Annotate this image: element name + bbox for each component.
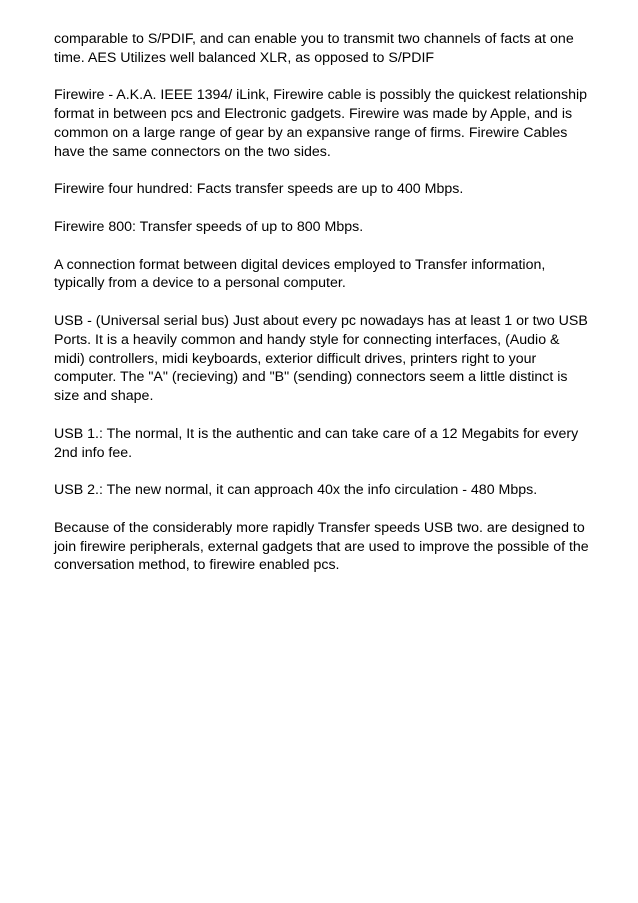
- paragraph-usb-2: USB 2.: The new normal, it can approach 40x the info circulation - 480 Mbps.: [54, 482, 538, 499]
- paragraph-usb-overview: USB - (Universal serial bus) Just about every pc nowadays has at least 1 or two USB Ports. It is a heavily common and handy style for connecting interfaces, (Audio & midi) controllers, midi keyboards, exterior difficult drives, printers right to your computer. The "A" (recieving) and "B" (sending) connectors seem a little distinct is size and shape.: [54, 312, 588, 405]
- paragraph-firewire-800: Firewire 800: Transfer speeds of up to 800 Mbps.: [54, 218, 364, 235]
- paragraph-firewire-400: Firewire four hundred: Facts transfer speeds are up to 400 Mbps.: [54, 181, 464, 198]
- document-body: [54, 30, 594, 594]
- paragraph-firewire-overview: Firewire - A.K.A. IEEE 1394/ iLink, Firewire cable is possibly the quickest relationship format in between pcs and Electronic gadgets. Firewire was made by Apple, and is common on a large range of gear by an expansive range of firms. Firewire Cables have the same connectors on the two sides.: [54, 87, 588, 160]
- paragraph-usb-1: USB 1.: The normal, It is the authentic and can take care of a 12 Megabits for every 2nd info fee.: [54, 425, 579, 461]
- paragraph-usb-firewire-conclusion: Because of the considerably more rapidly Transfer speeds USB two. are designed to join firewire peripherals, external gadgets that are used to improve the possible of the conversation method, to firewire enabled pcs.: [54, 519, 589, 574]
- paragraph-connection-format: A connection format between digital devices employed to Transfer information, typically from a device to a personal computer.: [54, 256, 546, 292]
- paragraph-aes-continuation: comparable to S/PDIF, and can enable you to transmit two channels of facts at one time. AES Utilizes well balanced XLR, as opposed to S/PDIF: [54, 31, 574, 66]
